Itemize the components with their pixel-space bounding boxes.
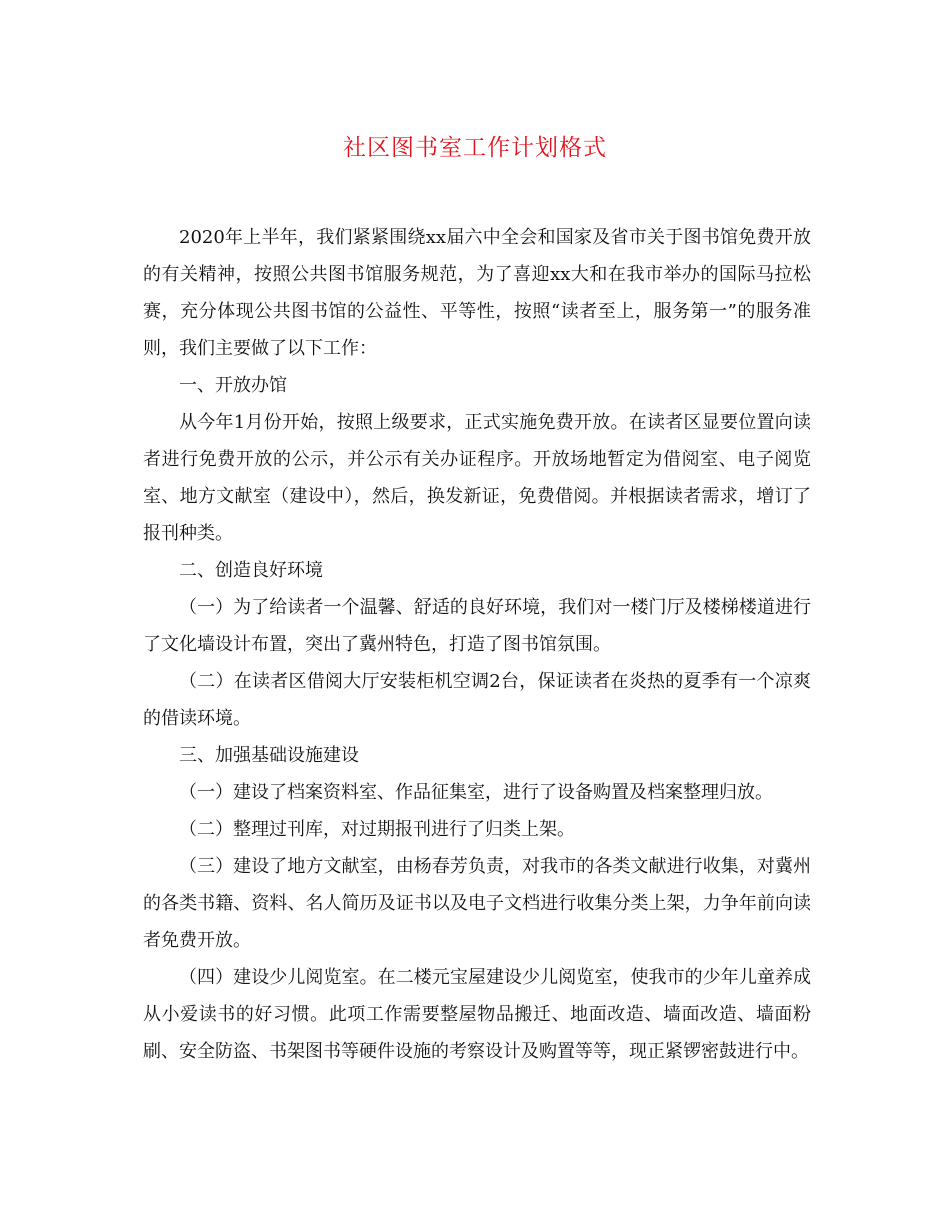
paragraph-infrastructure-2: （二）整理过刊库，对过期报刊进行了归类上架。: [179, 819, 575, 840]
paragraph-environment-2: （二）在读者区借阅大厅安装柜机空调2台，保证读者在炎热的夏季有一个凉爽的借读环境。: [143, 671, 811, 729]
section-heading-1: 一、开放办馆: [179, 375, 287, 396]
section-heading-3: 三、加强基础设施建设: [179, 745, 359, 766]
document-title: 社区图书室工作计划格式: [343, 135, 607, 161]
paragraph-intro: 2020年上半年，我们紧紧围绕xx届六中全会和国家及省市关于图书馆免费开放的有关精神，按照公共图书馆服务规范，为了喜迎xx大和在我市举办的国际马拉松赛，充分体现公共图书馆的公益性、平等性，按照“读者至上，服务第一”的服务准则，我们主要做了以下工作：: [143, 227, 811, 359]
paragraph-infrastructure-1: （一）建设了档案资料室、作品征集室，进行了设备购置及档案整理归放。: [179, 782, 773, 803]
document-body: [143, 219, 811, 1070]
section-heading-2: 二、创造良好环境: [179, 560, 323, 581]
paragraph-environment-1: （一）为了给读者一个温馨、舒适的良好环境，我们对一楼门厅及楼梯楼道进行了文化墙设计布置，突出了冀州特色，打造了图书馆氛围。: [143, 597, 811, 655]
paragraph-open-library: 从今年1月份开始，按照上级要求，正式实施免费开放。在读者区显要位置向读者进行免费开放的公示，并公示有关办证程序。开放场地暂定为借阅室、电子阅览室、地方文献室（建设中），然后，换发新证，免费借阅。并根据读者需求，增订了报刊种类。: [143, 412, 811, 544]
paragraph-infrastructure-4: （四）建设少儿阅览室。在二楼元宝屋建设少儿阅览室，使我市的少年儿童养成从小爱读书的好习惯。此项工作需要整屋物品搬迁、地面改造、墙面改造、墙面粉刷、安全防盗、书架图书等硬件设施的考察设计及购置等等，现正紧锣密鼓进行中。: [143, 967, 811, 1062]
paragraph-infrastructure-3: （三）建设了地方文献室，由杨春芳负责，对我市的各类文献进行收集，对冀州的各类书籍、资料、名人简历及证书以及电子文档进行收集分类上架，力争年前向读者免费开放。: [143, 856, 811, 951]
